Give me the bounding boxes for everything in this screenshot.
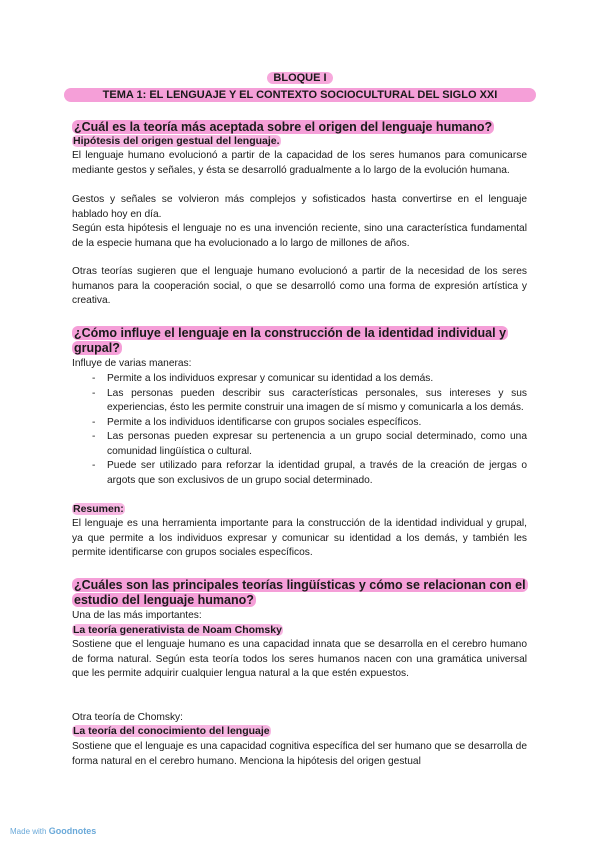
list-item: - Las personas pueden expresar su pertenencia a un grupo social determinado, como una comunidad lingüística o cultural. [72,430,527,459]
section1-subtitle: Hipótesis del origen gestual del lenguaje. [73,135,280,147]
goodnotes-watermark: Made with Goodnotes [10,826,97,836]
resumen-paragraph: El lenguaje es una herramienta importante para la construcción de la identidad individual y grupal, ya que permite a los individuos expresar y comunicar su identidad a los demás, y también les permite identificarse con grupos sociales específicos. [72,518,527,558]
section3-subtitle-2: La teoría del conocimiento del lenguaje [73,725,270,737]
list-item: - Puede ser utilizado para reforzar la identidad grupal, a través de la creación de jergas o argots que son exclusivos de un grupo social determinado. [72,459,527,488]
section3-intro: Una de las más importantes: [72,610,202,621]
list-item: - Las personas pueden describir sus características personales, sus intereses y sus experiencias, ésto les permite construir una imagen de sí mismo y comunicarla a los demás. [72,387,527,416]
section3-question: ¿Cuáles son las principales teorías lingüísticas y cómo se relacionan con el estudio del lenguaje humano? [74,578,526,607]
resumen-label: Resumen: [73,503,124,515]
section1-paragraph-2: Gestos y señales se volvieron más complejos y sofisticados hasta convertirse en el lenguaje hablado hoy en día. [72,194,527,220]
section3-subtitle-1: La teoría generativista de Noam Chomsky [73,624,282,636]
section2-question: ¿Cómo influye el lenguaje en la construcción de la identidad individual y grupal? [74,326,507,355]
section1-paragraph-4: Otras teorías sugieren que el lenguaje humano evolucionó a partir de la necesidad de los seres humanos para la cooperación social, o que se desarrolló como una forma de expresión artística y creativa. [72,266,527,306]
section3-paragraph-1: Sostiene que el lenguaje humano es una capacidad innata que se desarrolla en el cerebro humano de forma natural. Según esta teoría todos los seres humanos nacen con una gramática universal que les permite adquirir cualquier lengua natural a la que estén expuestos. [72,639,527,679]
section3-paragraph-2: Sostiene que el lenguaje es una capacidad cognitiva específica del ser humano que se desarrolla de forma natural en el cerebro humano. Menciona la hipótesis del origen gestual [72,741,527,767]
section1-paragraph-1: El lenguaje humano evolucionó a partir de la capacidad de los seres humanos para comunicarse mediante gestos y señales, y ésta se desarrolló gradualmente a lo largo de la evolución humana. [72,150,527,176]
section1-question: ¿Cuál es la teoría más aceptada sobre el origen del lenguaje humano? [74,120,493,134]
list-item: - Permite a los individuos expresar y comunicar su identidad a los demás. [72,372,527,387]
list-item: - Permite a los individuos identificarse con grupos sociales específicos. [72,416,527,431]
section2-intro: Influye de varias maneras: [72,358,192,369]
section1-paragraph-3: Según esta hipótesis el lenguaje no es una invención reciente, sino una característica fundamental de la especie humana que ha evolucionado a lo largo de millones de años. [72,223,527,249]
tema-title: TEMA 1: EL LENGUAJE Y EL CONTEXTO SOCIOCULTURAL DEL SIGLO XXI [64,88,536,102]
section3-intro-2: Otra teoría de Chomsky: [72,712,183,723]
bloque-title: BLOQUE I [0,72,600,84]
section2-list [72,372,527,488]
